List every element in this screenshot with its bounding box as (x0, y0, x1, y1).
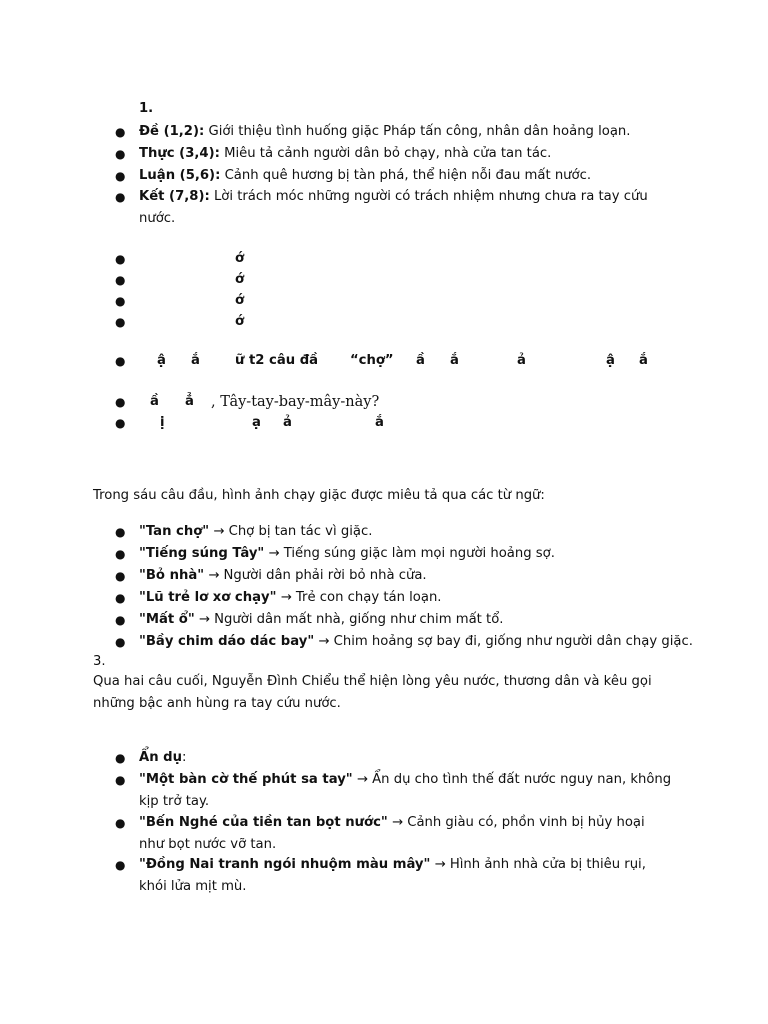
bullet-icon: ● (115, 569, 126, 583)
text-fragment: ậ (606, 353, 615, 368)
list-item (115, 587, 442, 609)
list-item (115, 521, 373, 543)
list-item (115, 812, 659, 856)
text-fragment: ả (517, 353, 526, 368)
item-desc: → Tiếng súng giặc làm mọi người hoảng sợ. (264, 546, 555, 561)
item-term: "Bầy chim dáo dác bay" (139, 634, 315, 649)
bullet-icon: ● (115, 635, 126, 649)
item-term: "Tan chợ" (139, 524, 210, 539)
item-label: Kết (7,8): (139, 189, 210, 204)
bullet-icon: ● (115, 147, 126, 161)
text-fragment: ầ (416, 353, 425, 368)
item-desc: → Chim hoảng sợ bay đi, giống như người dân chạy giặc. (314, 634, 693, 649)
glyph-fragment: ớ (235, 251, 245, 266)
section3-paragraph: Qua hai câu cuối, Nguyễn Đình Chiểu thể hiện lòng yêu nước, thương dân và kêu gọi những bậc anh hùng ra tay cứu nước. (93, 674, 652, 711)
item-desc: → Người dân phải rời bỏ nhà cửa. (204, 568, 427, 583)
item-text: Miêu tả cảnh người dân bỏ chạy, nhà cửa tan tác. (219, 146, 552, 161)
text-fragment: ắ (191, 353, 200, 368)
text-fragment: ắ (450, 353, 459, 368)
list-item (115, 609, 504, 631)
bullet-icon: ● (115, 315, 126, 329)
item-text: Giới thiệu tình huống giặc Pháp tấn công, nhân dân hoảng loạn. (204, 124, 631, 139)
item-desc: → Cảnh giàu có, phồn vinh bị hủy hoại như bọt nước vỡ tan. (139, 815, 645, 852)
bullet-icon: ● (115, 395, 126, 409)
text-fragment: ữ t2 câu đầ (235, 353, 319, 368)
item-term: "Một bàn cờ thế phút sa tay" (139, 772, 353, 787)
text-fragment: “chợ” (350, 353, 394, 368)
list-item (115, 631, 693, 653)
item-desc: → Người dân mất nhà, giống như chim mất tổ. (194, 612, 504, 627)
item-term: "Bỏ nhà" (139, 568, 205, 583)
list-item (115, 143, 552, 165)
list-item (115, 543, 555, 565)
text-fragment: ẳ (185, 394, 194, 409)
list-item (115, 565, 427, 587)
item-term: "Lũ trẻ lơ xơ chạy" (139, 590, 277, 605)
item-term: "Tiếng súng Tây" (139, 546, 265, 561)
bullet-icon: ● (115, 190, 126, 204)
text-fragment: ắ (375, 415, 384, 430)
text-fragment: ạ (252, 415, 261, 430)
metaphor-heading: Ẩn dụ (139, 750, 183, 765)
bullet-icon: ● (115, 858, 126, 872)
list-item (115, 121, 631, 143)
list-item (115, 186, 659, 230)
list-item (115, 165, 592, 187)
item-text: Lời trách móc những người có trách nhiệm nhưng chưa ra tay cứu nước. (139, 189, 648, 226)
bullet-icon: ● (115, 591, 126, 605)
text-fragment: , Tây-tay-bay-mây-này? (211, 394, 380, 410)
bullet-icon: ● (115, 773, 126, 787)
bullet-icon: ● (115, 816, 126, 830)
bullet-icon: ● (115, 613, 126, 627)
bullet-icon: ● (115, 354, 126, 368)
bullet-icon: ● (115, 416, 126, 430)
glyph-fragment: ớ (235, 293, 245, 308)
bullet-icon: ● (115, 525, 126, 539)
list-item (115, 747, 187, 769)
item-label: Đề (1,2): (139, 124, 205, 139)
item-label: Luận (5,6): (139, 168, 221, 183)
bullet-icon: ● (115, 547, 126, 561)
text-fragment: ả (283, 415, 292, 430)
bullet-icon: ● (115, 751, 126, 765)
glyph-fragment: ớ (235, 314, 245, 329)
heading-colon: : (182, 750, 187, 765)
glyph-fragment: ớ (235, 272, 245, 287)
item-desc: → Ẩn dụ cho tình thế đất nước nguy nan, không kịp trở tay. (139, 772, 672, 809)
item-desc: → Hình ảnh nhà cửa bị thiêu rụi, khói lửa mịt mù. (139, 857, 646, 894)
item-term: "Đồng Nai tranh ngói nhuộm màu mây" (139, 857, 431, 872)
item-text: Cảnh quê hương bị tàn phá, thể hiện nỗi đau mất nước. (220, 168, 592, 183)
bullet-icon: ● (115, 169, 126, 183)
item-desc: → Trẻ con chạy tán loạn. (276, 590, 442, 605)
text-fragment: ắ (639, 353, 648, 368)
section-number-1: 1. (139, 101, 154, 116)
bullet-icon: ● (115, 252, 126, 266)
bullet-icon: ● (115, 294, 126, 308)
item-term: "Mất ổ" (139, 612, 195, 627)
intro-paragraph: Trong sáu câu đầu, hình ảnh chạy giặc được miêu tả qua các từ ngữ: (93, 488, 545, 503)
bullet-icon: ● (115, 273, 126, 287)
text-fragment: ậ (157, 353, 166, 368)
bullet-icon: ● (115, 125, 126, 139)
item-label: Thực (3,4): (139, 146, 220, 161)
item-desc: → Chợ bị tan tác vì giặc. (209, 524, 373, 539)
item-term: "Bến Nghé của tiền tan bọt nước" (139, 815, 388, 830)
text-fragment: ị (160, 415, 165, 430)
list-item (115, 854, 669, 898)
list-item (115, 769, 679, 813)
text-fragment: ầ (150, 394, 159, 409)
section-number-3: 3. (93, 654, 106, 669)
